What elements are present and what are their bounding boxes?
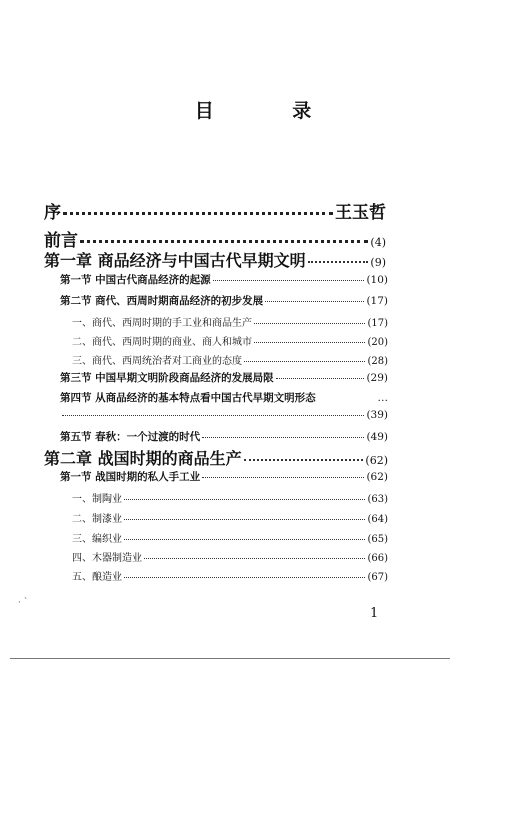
toc-entry-page: (67): [367, 572, 388, 583]
toc-entry-label: 五、酿造业: [72, 572, 122, 583]
page-title: 目 录: [194, 100, 348, 122]
toc-entry-page: (64): [367, 514, 388, 525]
toc-entry-label: 一、制陶业: [72, 494, 122, 505]
toc-entry-page: (17): [366, 295, 388, 307]
leader-dots: [244, 459, 364, 461]
toc-entry-page: …: [377, 392, 388, 404]
toc-entry-page: (28): [367, 356, 388, 367]
toc-entry-preface-xu[interactable]: [44, 198, 386, 223]
toc-entry-page: (17): [367, 318, 388, 329]
leader-dots: [254, 342, 365, 343]
toc-section[interactable]: [60, 272, 388, 287]
toc-entry-label: 三、编织业: [72, 534, 122, 545]
toc-subsection[interactable]: [72, 333, 388, 348]
toc-section[interactable]: [60, 429, 388, 444]
leader-dots: [308, 261, 369, 263]
toc-subsection[interactable]: [72, 352, 388, 367]
toc-entry-label: 第二章 战国时期的商品生产: [44, 449, 242, 468]
toc-subsection[interactable]: [72, 568, 388, 583]
toc-subsection[interactable]: [72, 549, 388, 564]
page-bottom-rule: [10, 658, 450, 659]
toc-entry-label: 第四节 从商品经济的基本特点看中国古代早期文明形态: [60, 392, 316, 404]
leader-dots: [144, 558, 365, 559]
scan-specks: · `: [18, 598, 29, 608]
toc-entry-page: 王玉哲: [335, 203, 386, 223]
toc-entry-page: (66): [367, 553, 388, 564]
toc-entry-label: 前言: [44, 231, 78, 251]
leader-dots: [276, 378, 365, 379]
leader-dots: [124, 577, 365, 578]
toc-entry-page: (62): [366, 471, 388, 483]
leader-dots: [63, 212, 333, 215]
leader-dots: [213, 280, 365, 281]
toc-section[interactable]: [60, 293, 388, 308]
toc-chapter-1[interactable]: [44, 248, 386, 271]
leader-dots: [265, 301, 364, 302]
leader-dots: [244, 361, 365, 362]
toc-section[interactable]: [60, 370, 388, 385]
toc-entry-label: 一、商代、西周时期的手工业和商品生产: [72, 318, 252, 329]
toc-entry-label: 第三节 中国早期文明阶段商品经济的发展局限: [60, 372, 274, 384]
toc-subsection[interactable]: [72, 510, 388, 525]
toc-entry-page: (20): [367, 337, 388, 348]
toc-entry-page: (63): [367, 494, 388, 505]
toc-entry-label: 四、木器制造业: [72, 553, 142, 564]
leader-dots: [124, 519, 365, 520]
leader-dots: [124, 539, 365, 540]
toc-entry-page: (65): [367, 534, 388, 545]
toc-entry-label: 第一节 中国古代商品经济的起源: [60, 274, 211, 286]
leader-dots: [254, 323, 365, 324]
toc-entry-page: (4): [370, 236, 386, 249]
toc-section[interactable]: [60, 390, 388, 405]
toc-entry-label: 第一章 商品经济与中国古代早期文明: [44, 251, 306, 270]
toc-subsection[interactable]: [72, 490, 388, 505]
leader-dots: [202, 477, 364, 478]
toc-section[interactable]: [60, 469, 388, 484]
toc-entry-page: (49): [366, 431, 388, 443]
toc-chapter-2[interactable]: [44, 446, 388, 469]
leader-dots: [62, 415, 364, 416]
toc-entry-page: (39): [366, 409, 388, 421]
toc-entry-label: 第一节 战国时期的私人手工业: [60, 471, 201, 483]
toc-entry-page: (62): [365, 454, 388, 467]
toc-entry-label: 第五节 春秋：一个过渡的时代: [60, 431, 201, 443]
toc-entry-page: (10): [366, 274, 388, 286]
toc-entry-page: (9): [370, 256, 386, 269]
toc-entry-label: 序: [44, 203, 61, 223]
toc-entry-label: 三、商代、西周统治者对工商业的态度: [72, 356, 242, 367]
toc-section-continuation[interactable]: [60, 409, 388, 421]
toc-subsection[interactable]: [72, 314, 388, 329]
leader-dots: [202, 437, 364, 438]
page-number: 1: [370, 606, 379, 621]
toc-entry-page: (29): [366, 372, 388, 384]
leader-dots: [124, 499, 365, 500]
leader-dots: [80, 240, 368, 243]
toc-entry-label: 二、商代、西周时期的商业、商人和城市: [72, 337, 252, 348]
toc-entry-label: 二、制漆业: [72, 514, 122, 525]
toc-subsection[interactable]: [72, 530, 388, 545]
toc-entry-label: 第二节 商代、西周时期商品经济的初步发展: [60, 295, 264, 307]
